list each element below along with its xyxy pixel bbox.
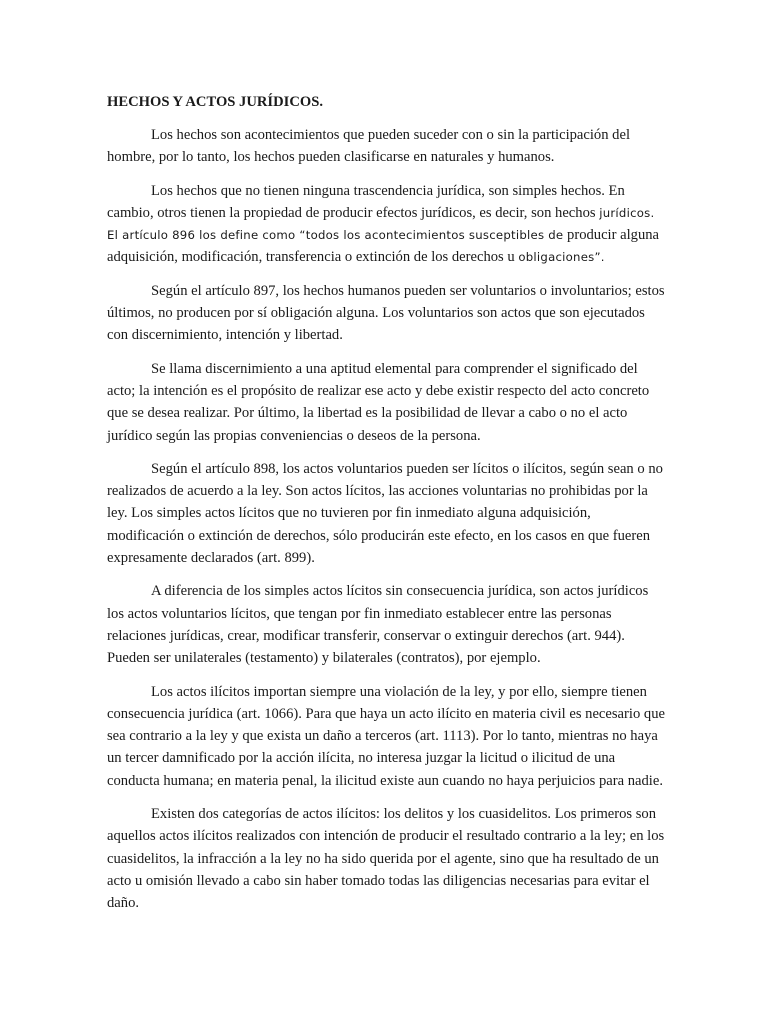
paragraph-8: Existen dos categorías de actos ilícitos: los delitos y los cuasidelitos. Los primeros son aquellos actos ilícitos realizados con intención de producir el resultado contrario a la ley; en los cuasidelitos, la infracción a la ley no ha sido querida por el agente, sino que ha resultado de un acto u omisión llevado a cabo sin haber tomado todas las diligencias necesarias para evitar el daño. [107, 806, 665, 912]
paragraph-3: Según el artículo 897, los hechos humanos pueden ser voluntarios o involuntarios; estos últimos, no producen por sí obligación alguna. Los voluntarios son actos que son ejecutados con discernimiento, intención y libertad. [107, 282, 665, 344]
paragraph-4: Se llama discernimiento a una aptitud elemental para comprender el significado del acto; la intención es el propósito de realizar ese acto y debe existir respecto del acto concreto que se desea realizar. Por último, la libertad es la posibilidad de llevar a cabo o no el acto jurídico según las propias conveniencias o deseos de la persona. [107, 360, 650, 444]
paragraph-2-part-b: jurídicos. El artículo 896 los define como “todos los acontecimientos susceptibles de [107, 205, 655, 243]
paragraph-2-part-a: Los hechos que no tienen ninguna trascendencia jurídica, son simples hechos. En cambio, otros tienen la propiedad de producir efectos jurídicos, es decir, son hechos [107, 182, 625, 221]
paragraph-2-part-c: producir alguna adquisición, modificación, transferencia o extinción de los derechos u [107, 227, 660, 266]
paragraph-6: A diferencia de los simples actos lícitos sin consecuencia jurídica, son actos jurídicos los actos voluntarios lícitos, que tengan por fin inmediato establecer entre las personas relaciones jurídicas, crear, modificar transferir, conservar o extinguir derechos (art. 944). Pueden ser unilaterales (testamento) y bilaterales (contratos), por ejemplo. [107, 583, 649, 667]
document-title: HECHOS Y ACTOS JURÍDICOS. [107, 94, 323, 110]
paragraph-7: Los actos ilícitos importan siempre una violación de la ley, y por ello, siempre tienen consecuencia jurídica (art. 1066). Para que haya un acto ilícito en materia civil es necesario que sea contrario a la ley y que exista un daño a terceros (art. 1113). Por lo tanto, mientras no haya un tercer damnificado por la acción ilícita, no interesa juzgar la licitud o ilicitud de una conducta humana; en materia penal, la ilicitud existe aun cuando no haya perjuicios para nadie. [107, 683, 665, 789]
paragraph-2 [107, 180, 667, 269]
paragraph-1: Los hechos son acontecimientos que pueden suceder con o sin la participación del hombre, por lo tanto, los hechos pueden clasificarse en naturales y humanos. [107, 127, 631, 166]
paragraph-2-part-d: obligaciones”. [518, 250, 605, 265]
document-body [107, 91, 667, 926]
paragraph-5: Según el artículo 898, los actos voluntarios pueden ser lícitos o ilícitos, según sean o no realizados de acuerdo a la ley. Son actos lícitos, las acciones voluntarias no prohibidas por la ley. Los simples actos lícitos que no tuvieren por fin inmediato alguna adquisición, modificación o extinción de derechos, sólo producirán este efecto, en los casos en que fueren expresamente declarados (art. 899). [107, 460, 663, 567]
